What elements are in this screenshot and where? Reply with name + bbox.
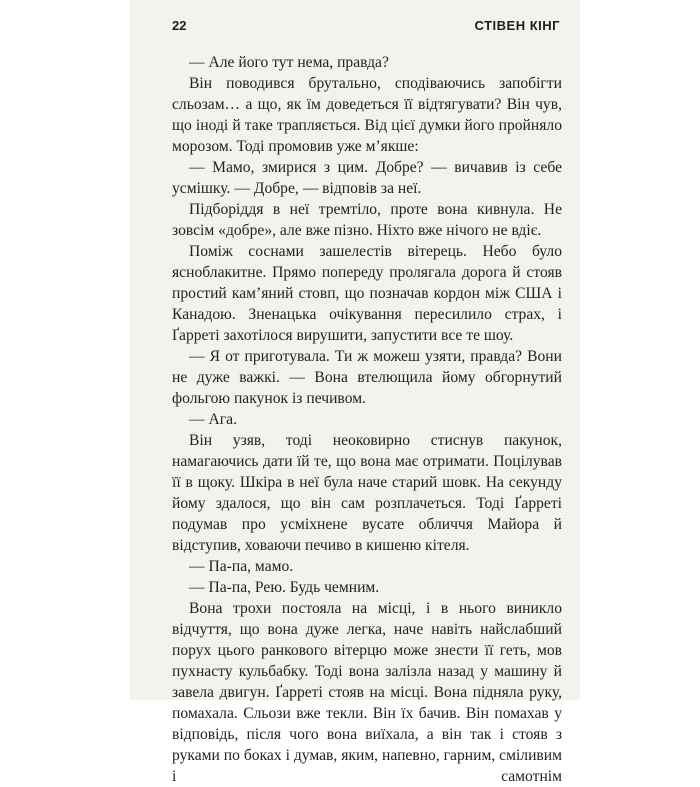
paragraph: Вона трохи постояла на місці, і в нього виникло відчуття, що вона дуже легка, наче навіть найслабший порух цього ранкового вітерцю може знести її геть, мов пухнасту кульбабку. Тоді вона залізла назад у машину й завела двигун. Ґарреті стояв на місці. Вона підняла руку, помахала. Сльози вже текли. Він їх бачив. Він помахав у відповідь, після чого вона виїхала, а він так і стояв з руками по боках і думав, яким, напевно, гарним, сміливим і самотнім <box>172 600 562 785</box>
paragraph: Він узяв, тоді неоковирно стиснув пакунок, намагаючись дати їй те, що вона має отримати. Поцілував її в щоку. Шкіра в неї була наче старий шовк. На секунду йому здалося, що він сам розплачеться. Тоді Ґарреті подумав про усміхнене вусате обличчя Майора й відступив, ховаючи печиво в кишеню кітеля. <box>172 432 562 554</box>
paragraph: — Па-па, Рею. Будь чемним. <box>189 579 380 596</box>
paragraph: — Я от приготувала. Ти ж можеш узяти, правда? Вони не дуже важкі. — Вона втелющила йому обгорнутий фольгою пакунок із печивом. <box>172 348 562 407</box>
paragraph: — Ага. <box>189 411 237 428</box>
paragraph: Поміж соснами зашелестів вітерець. Небо було яснoблакитне. Прямо попереду пролягала дорога й стояв простий кам’яний стовп, що позначав кордон між США і Канадою. Зненацька очікування пересилило страх, і Ґарреті захотілося вирушити, запустити все те шоу. <box>172 243 562 344</box>
page-header <box>172 18 560 38</box>
page-number: 22 <box>172 18 187 33</box>
paragraph: — Мамо, змирися з цим. Добре? — вичавив із себе усмішку. — Добре, — відповів за неї. <box>172 159 562 197</box>
running-head-author: СТІВЕН КІНГ <box>474 18 560 33</box>
book-page <box>130 0 580 785</box>
paragraph: Він поводився брутально, сподіваючись запобігти сльозам… а що, як їм доведеться її відтягувати? Він чув, що іноді й таке трапляється. Від цієї думки його пройняло морозом. Тоді промовив уже м’якше: <box>172 75 562 155</box>
paragraph: — Але його тут нема, правда? <box>189 54 389 71</box>
body-text <box>172 52 562 787</box>
paragraph: Підборіддя в неї тремтіло, проте вона кивнула. Не зовсім «добре», але вже пізно. Ніхто вже нічого не вдіє. <box>172 201 562 239</box>
paragraph: — Па-па, мамо. <box>189 558 294 575</box>
